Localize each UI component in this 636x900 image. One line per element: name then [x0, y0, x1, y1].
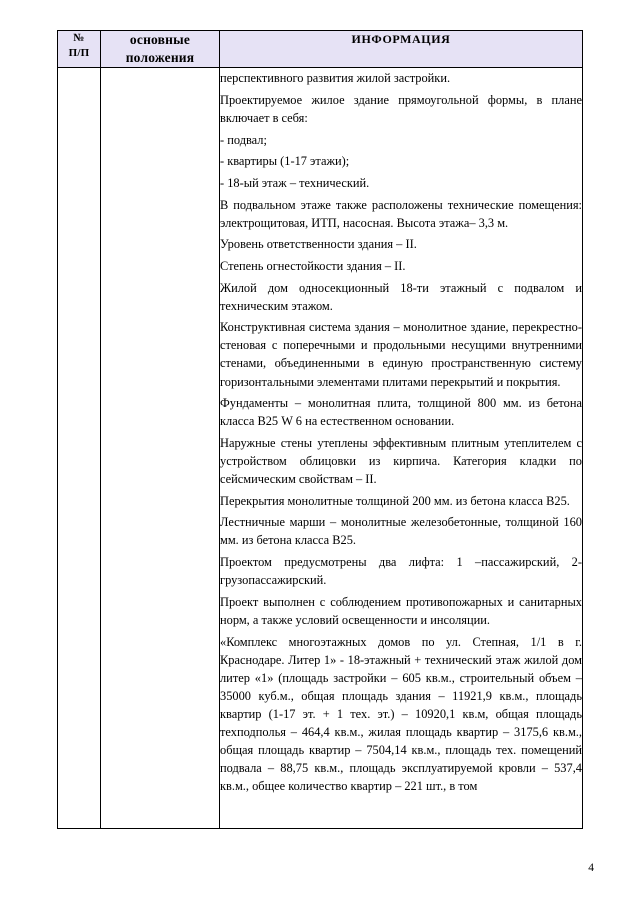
column-header-positions [101, 31, 220, 68]
paragraph: Наружные стены утеплены эффективным плитным утеплителем с устройством облицовки из кирпича. Категория кладки по сейсмическим свойствам – II. [220, 435, 582, 487]
paragraph: Степень огнестойкости здания – II. [220, 258, 406, 273]
paragraph: Проектируемое жилое здание прямоугольной формы, в плане включает в себя: [220, 93, 582, 126]
table-header [58, 31, 583, 68]
column-header-number-line2: П/П [68, 46, 90, 59]
paragraph: «Комплекс многоэтажных домов по ул. Степная, 1/1 в г. Краснодаре. Литер 1» - 18-этажный + технический этаж жилой дом литер «1» (площадь застройки – 605 кв.м., строительный объем – 35000 куб.м., общая площадь здания – 11921,9 кв.м., площадь квартир (1-17 эт. + 1 тех. эт.) – 10920,1 кв.м, общая площадь техподполья – 464,4 кв.м., жилая площадь квартир – 3175,6 кв.м., общая площадь квартир – 7504,14 кв.м., площадь тех. помещений подвала – 88,75 кв.м., площадь эксплуатируемой кровли – 537,4 кв.м., общее количество квартир – 221 шт., в том [220, 634, 582, 794]
paragraph: Жилой дом односекционный 18-ти этажный с подвалом и техническим этажом. [220, 280, 582, 313]
information-table [57, 30, 583, 829]
table-row [58, 68, 583, 829]
paragraph: Лестничные марши – монолитные железобетонные, толщиной 160 мм. из бетона класса В25. [220, 515, 582, 548]
paragraph: Конструктивная система здания – монолитное здание, перекрестно-стеновая с поперечными и продольными несущими внутренними стенами, объединенными в единую пространственную систему горизонтальными элементами плитами перекрытий и покрытия. [220, 320, 582, 389]
cell-number [58, 68, 101, 829]
column-header-number-line1: № [73, 32, 85, 44]
table-body [58, 68, 583, 829]
cell-information [220, 68, 583, 829]
cell-positions [101, 68, 220, 829]
page-number: 4 [588, 862, 594, 874]
paragraph: Проектом предусмотрены два лифта: 1 –пассажирский, 2- грузопассажирский. [220, 555, 582, 588]
paragraph: Перекрытия монолитные толщиной 200 мм. из бетона класса В25. [220, 493, 570, 508]
column-header-positions-line1: основные [129, 32, 191, 47]
paragraph: - подвал; [220, 132, 267, 147]
paragraph: - квартиры (1-17 этажи); [220, 154, 350, 169]
paragraph: перспективного развития жилой застройки. [220, 71, 451, 86]
column-header-information: ИНФОРМАЦИЯ [220, 31, 583, 68]
paragraph: Уровень ответственности здания – II. [220, 237, 417, 252]
column-header-number [58, 31, 101, 68]
table-header-row [58, 31, 583, 68]
paragraph: - 18-ый этаж – технический. [220, 175, 370, 190]
column-header-positions-line2: положения [125, 50, 195, 66]
paragraph: Фундаменты – монолитная плита, толщиной 800 мм. из бетона класса В25 W 6 на естественном основании. [220, 396, 582, 429]
paragraph: Проект выполнен с соблюдением противопожарных и санитарных норм, а также условий освещенности и инсоляции. [220, 594, 582, 627]
paragraph: В подвальном этаже также расположены технические помещения: электрощитовая, ИТП, насосная. Высота этажа– 3,3 м. [220, 197, 582, 230]
